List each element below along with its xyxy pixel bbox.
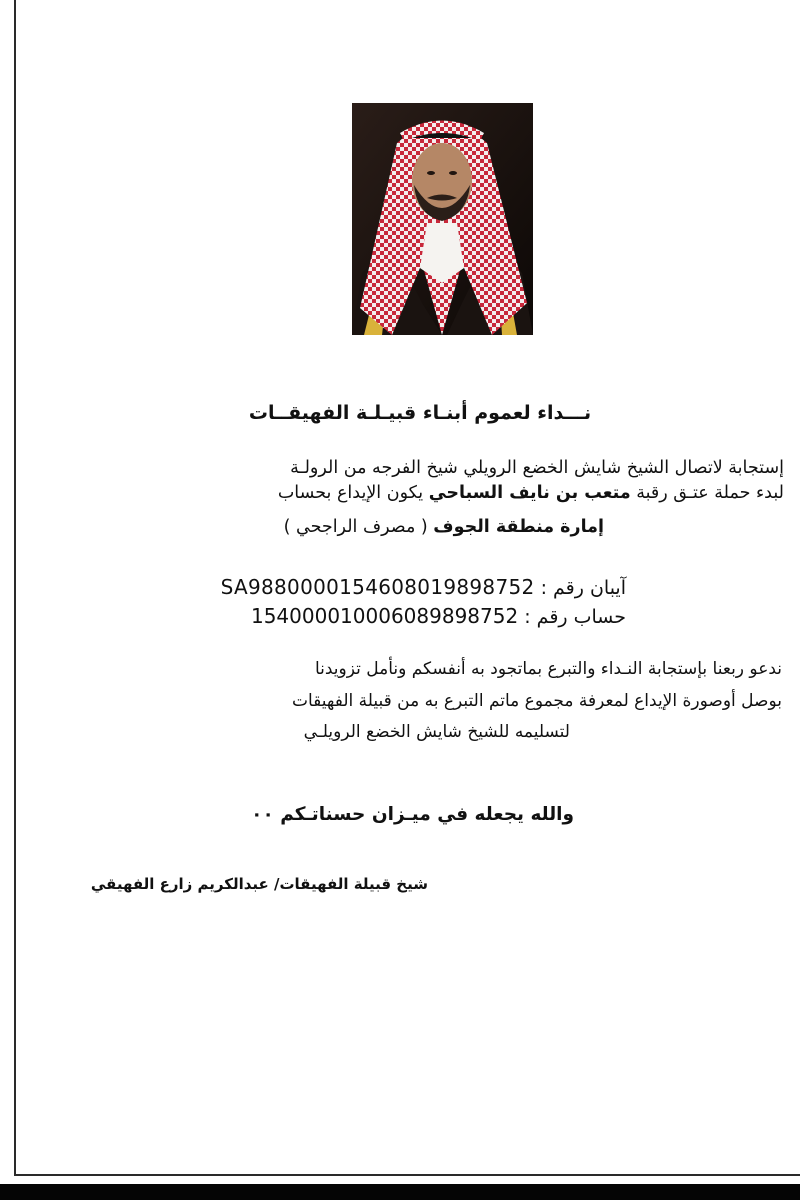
- paragraph-line-1: إستجابة لاتصال الشيخ شايش الخضع الرويلي شيخ الفرجه من الرولـة: [290, 458, 784, 478]
- bank-name: ( مصرف الراجحي ): [283, 517, 434, 537]
- paragraph-line-2: [278, 481, 784, 505]
- paragraph-line-2-prefix: لبدء حملة عتـق رقبة: [630, 483, 784, 503]
- call-line-3: لتسليمه للشيخ شايش الخضع الرويلـي: [303, 722, 570, 742]
- signature: شيخ قبيلة الفهيقات/ عبدالكريم زارع الفهيقي: [90, 875, 428, 893]
- account-holder: إمارة منطقة الجوف: [433, 517, 604, 537]
- bottom-edge-bar: [0, 1184, 800, 1200]
- iban-label: آيبان رقم :: [534, 577, 626, 599]
- call-line-1: ندعو ربعنا بإستجابة النـداء والتبرع بماتجود به أنفسكم ونأمل تزويدنا: [314, 659, 782, 679]
- portrait-photo: [352, 103, 533, 335]
- closing-prayer: والله يجعله في ميـزان حسناتـكم ٠٠: [251, 804, 574, 825]
- iban-value: SA9880000154608019898752: [220, 575, 535, 599]
- call-line-2: بوصل أوصورة الإيداع لمعرفة مجموع ماتم التبرع به من قبيلة الفهيقات: [291, 691, 782, 711]
- account-line: [251, 603, 626, 630]
- document-title: نـــداء لعموم أبنـاء قبيـلـة الفهيقــات: [248, 402, 592, 424]
- paragraph-line-3: [284, 515, 604, 539]
- account-value: 154000010006089898752: [250, 604, 519, 628]
- paragraph-line-2-suffix: يكون الإيداع بحساب: [277, 483, 429, 503]
- beneficiary-name: متعب بن نايف السباحي: [428, 483, 631, 503]
- iban-line: [221, 574, 626, 601]
- account-label: حساب رقم :: [518, 606, 626, 628]
